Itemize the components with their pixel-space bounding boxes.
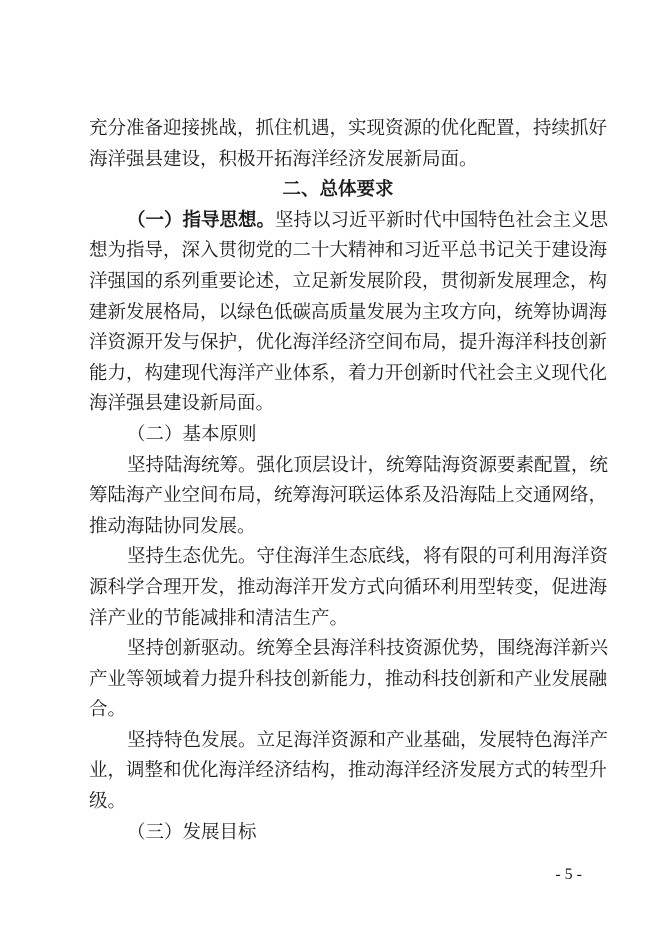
text-line: 海洋强县建设新局面。 [89, 393, 275, 415]
subsection-heading: （三）发展目标 [127, 821, 257, 843]
text-line: 合。 [89, 699, 127, 721]
section-heading: 二、总体要求 [282, 179, 394, 201]
text-line: 筹陆海产业空间布局，统筹海河联运体系及沿海陆上交通网络， [89, 485, 608, 507]
page-number: - 5 - [555, 866, 582, 883]
text-line: 坚持陆海统筹。强化顶层设计，统筹陆海资源要素配置，统 [127, 454, 609, 476]
text-line: 源科学合理开发，推动海洋开发方式向循环利用型转变，促进海 [89, 576, 608, 598]
text-line: 坚持特色发展。立足海洋资源和产业基础，发展特色海洋产 [127, 729, 609, 751]
guiding-lead: （一）指导思想。 [127, 209, 276, 231]
text-line: 建新发展格局，以绿色低碳高质量发展为主攻方向，统筹协调海 [89, 301, 608, 323]
text-line: 海洋强县建设，积极开拓海洋经济发展新局面。 [89, 148, 478, 170]
page-body [89, 114, 609, 848]
text-span: 坚持以习近平新时代中国特色社会主义思 [275, 209, 609, 231]
text-line: 洋强国的系列重要论述，立足新发展阶段，贯彻新发展理念，构 [89, 270, 608, 292]
text-line: 能力，构建现代海洋产业体系，着力开创新时代社会主义现代化 [89, 362, 608, 384]
text-line: 想为指导，深入贯彻党的二十大精神和习近平总书记关于建设海 [89, 240, 608, 262]
text-line: 洋产业的节能减排和清洁生产。 [89, 607, 349, 629]
text-line: 产业等领域着力提升科技创新能力，推动科技创新和产业发展融 [89, 668, 608, 690]
text-line: 洋资源开发与保护，优化海洋经济空间布局，提升海洋科技创新 [89, 332, 608, 354]
text-line: 级。 [89, 791, 127, 813]
guiding-first-line [89, 206, 609, 237]
text-line: 业，调整和优化海洋经济结构，推动海洋经济发展方式的转型升 [89, 760, 608, 782]
text-line: 坚持创新驱动。统筹全县海洋科技资源优势，围绕海洋新兴 [127, 638, 609, 660]
text-line: 推动海陆协同发展。 [89, 515, 256, 537]
subsection-heading: （二）基本原则 [127, 423, 257, 445]
text-line: 充分准备迎接挑战，抓住机遇，实现资源的优化配置，持续抓好 [89, 118, 608, 139]
text-line: 坚持生态优先。守住海洋生态底线，将有限的可利用海洋资 [127, 546, 609, 568]
